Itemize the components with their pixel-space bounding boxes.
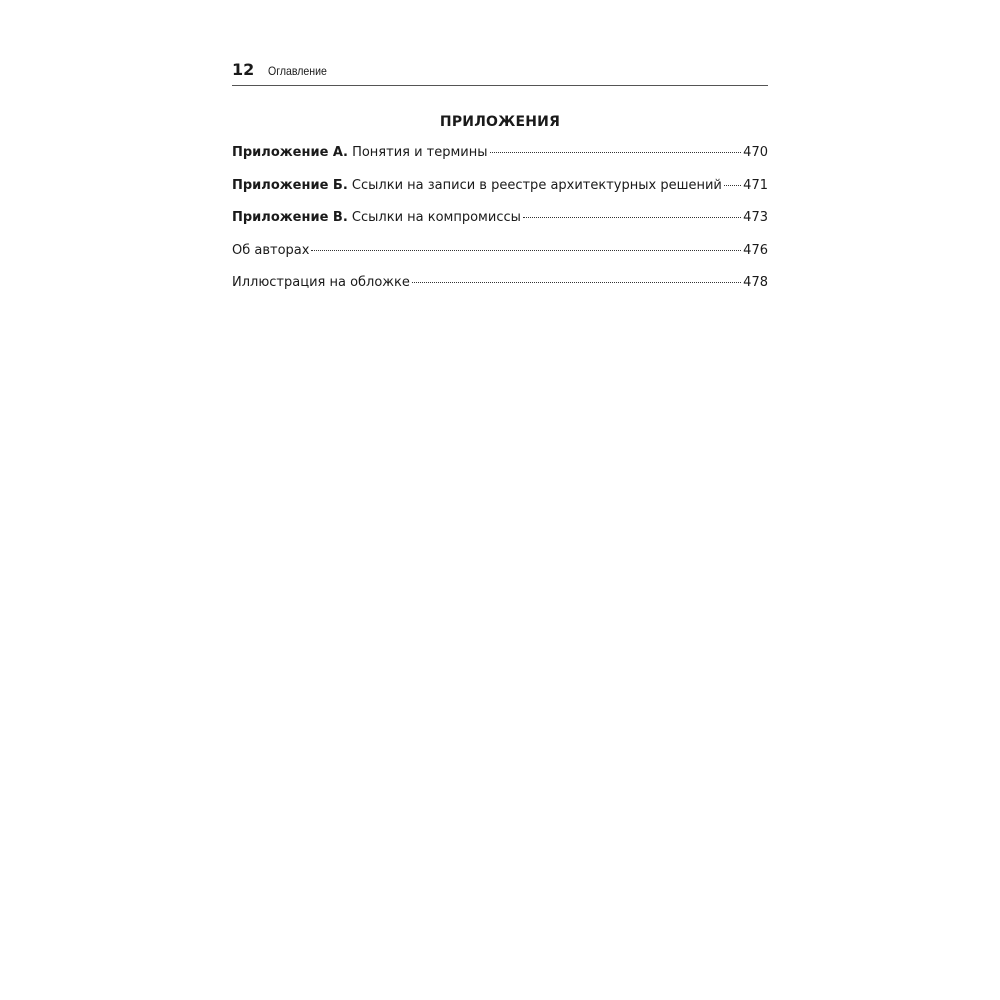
toc-entry-label: Приложение В. (232, 210, 348, 225)
toc-entry-about-authors[interactable] (232, 242, 768, 275)
toc-entry-text (232, 177, 722, 195)
toc-entry-text (232, 274, 410, 292)
dot-leader (523, 217, 741, 218)
toc-entry-cover-illustration[interactable] (232, 274, 768, 307)
toc-entry-title: Ссылки на компромиссы (347, 210, 521, 225)
toc-entry-title: Понятия и термины (347, 145, 488, 160)
toc-entry-label: Приложение А. (232, 145, 348, 160)
dot-leader (490, 152, 742, 153)
page-number: 12 (232, 60, 255, 79)
running-header (232, 60, 768, 86)
toc-entry-text (232, 242, 309, 260)
toc-entry-page: 471 (743, 177, 768, 193)
toc-entry-label: Приложение Б. (232, 177, 348, 193)
toc-entry-appendix-a[interactable] (232, 144, 768, 177)
toc-entry-title: Об авторах (232, 242, 310, 258)
toc-entry-appendix-v[interactable] (232, 209, 768, 242)
toc-entry-appendix-b[interactable] (232, 177, 768, 210)
toc-entry-page: 478 (743, 275, 768, 290)
dot-leader (311, 250, 741, 251)
dot-leader (412, 282, 741, 283)
toc-entry-text (232, 144, 488, 162)
toc-entry-page: 476 (743, 242, 768, 258)
running-header-title: Оглавление (268, 64, 328, 78)
document-page (232, 60, 768, 307)
toc-entry-title: Ссылки на записи в реестре архитектурных решений (347, 177, 722, 193)
toc-list (232, 144, 768, 307)
toc-entry-page: 470 (743, 145, 768, 160)
toc-entry-page: 473 (743, 210, 768, 225)
section-title: ПРИЛОЖЕНИЯ (439, 114, 561, 130)
dot-leader (724, 185, 741, 186)
toc-entry-title: Иллюстрация на обложке (232, 275, 410, 290)
toc-entry-text (232, 209, 521, 227)
